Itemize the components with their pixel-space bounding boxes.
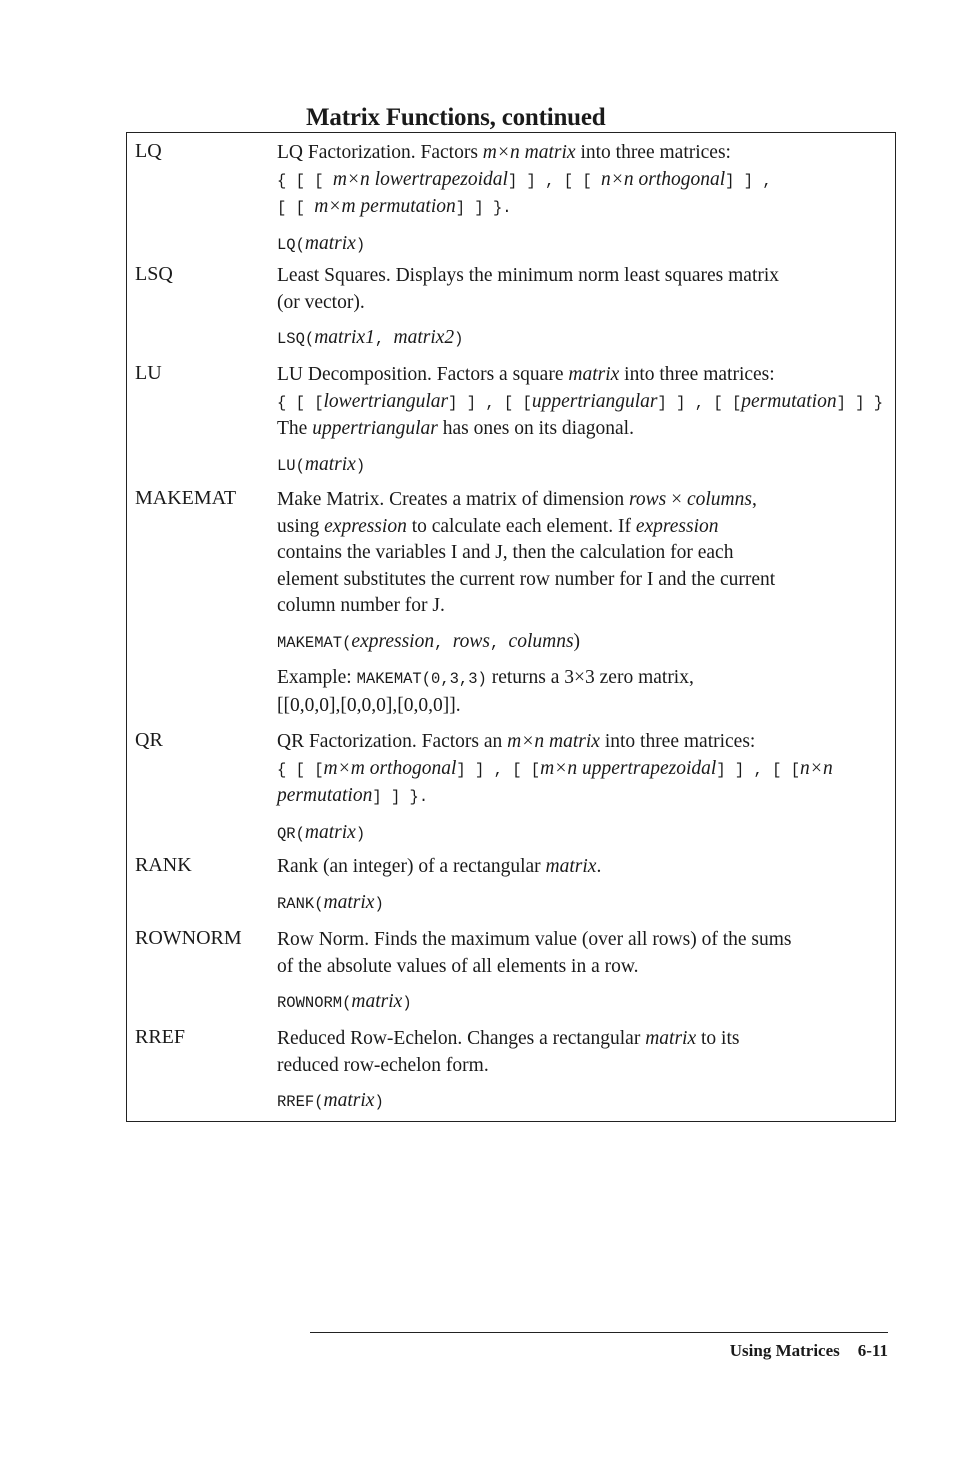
text: lowertriangular — [323, 390, 449, 412]
desc-rref — [277, 1026, 887, 1116]
syntax-lsq — [277, 325, 887, 353]
text: { [ [ — [277, 760, 324, 779]
text: ROWNORM( — [277, 994, 352, 1012]
text: ] ] }. — [455, 199, 512, 217]
term-qr: QR — [135, 729, 163, 751]
text: RREF( — [277, 1093, 324, 1111]
term-rank: RANK — [135, 854, 192, 876]
desc-line — [277, 167, 887, 195]
text: LU( — [277, 456, 305, 475]
text: LQ( — [277, 235, 305, 254]
syntax-qr — [277, 820, 887, 848]
desc-lsq — [277, 263, 887, 353]
text: n×n orthogonal — [600, 168, 726, 190]
text: matrix — [323, 1090, 375, 1111]
text: [ [ — [277, 199, 315, 217]
text: columns — [686, 489, 752, 510]
text: permutation — [741, 390, 837, 412]
text: ] ] , [ [ — [456, 760, 541, 779]
desc-line — [277, 854, 887, 881]
text: ) — [374, 894, 384, 913]
syntax-lu — [277, 452, 887, 480]
text: ) — [454, 330, 464, 348]
text: ] ] }. — [372, 788, 429, 806]
desc-lq — [277, 140, 887, 258]
text: matrix — [304, 232, 356, 254]
desc-line — [277, 514, 887, 541]
syntax-makemat — [277, 629, 887, 657]
text: LSQ( — [277, 330, 315, 348]
text: rows — [452, 630, 490, 652]
text: uppertriangular — [312, 418, 438, 439]
text: QR Factorization. Factors an — [277, 731, 508, 752]
desc-line: Row Norm. Finds the maximum value (over all rows) of the sums — [277, 929, 792, 950]
text: ] ] , [ [ — [448, 393, 532, 412]
text: . — [596, 856, 602, 877]
text: matrix — [645, 1028, 697, 1049]
text: Reduced Row-Echelon. Changes a rectangular — [277, 1028, 646, 1049]
text: { [ [ — [277, 171, 333, 190]
text: expression — [324, 515, 407, 537]
term-rref: RREF — [135, 1026, 186, 1048]
text: n×n — [800, 757, 833, 779]
footer-page-number: 6-11 — [857, 1341, 888, 1360]
text: , — [489, 633, 509, 652]
text: ] ] , [ [ — [507, 171, 601, 190]
desc-rank — [277, 854, 887, 917]
syntax-rank — [277, 890, 887, 918]
text: ] ] , — [725, 171, 772, 190]
text: m×n matrix — [482, 142, 576, 163]
text: returns a 3×3 zero matrix, — [486, 667, 694, 688]
text: matrix2 — [393, 327, 455, 348]
text: , — [434, 633, 453, 652]
desc-qr — [277, 729, 887, 847]
text: matrix — [568, 364, 620, 385]
text: ) — [355, 824, 366, 843]
desc-line: reduced row-echelon form. — [277, 1054, 489, 1076]
desc-line — [277, 783, 887, 811]
syntax-rref — [277, 1088, 887, 1116]
desc-line — [277, 1026, 887, 1053]
text: uppertriangular — [531, 390, 658, 412]
footer-rule — [310, 1332, 888, 1333]
text: to its — [696, 1028, 740, 1049]
term-lq: LQ — [135, 140, 162, 162]
desc-line — [277, 140, 887, 167]
text: permutation — [277, 785, 373, 806]
text: LQ Factorization. Factors — [277, 142, 483, 163]
desc-line — [277, 756, 887, 784]
syntax-rownorm — [277, 989, 887, 1017]
text: has ones on its diagonal. — [437, 418, 634, 439]
text: matrix — [323, 891, 375, 913]
example-makemat — [277, 665, 887, 693]
text: expression — [635, 515, 719, 537]
text: ] ] , [ [ — [716, 760, 801, 779]
desc-line: (or vector). — [277, 291, 365, 313]
text: matrix — [545, 856, 597, 877]
term-lsq: LSQ — [135, 263, 173, 285]
text: matrix1 — [314, 327, 375, 348]
desc-lu — [277, 362, 887, 479]
term-lu: LU — [135, 362, 162, 384]
desc-line — [277, 729, 887, 756]
text: into three matrices: — [619, 364, 775, 385]
text: m×n uppertrapezoidal — [540, 757, 717, 779]
text: to calculate each element. If — [406, 515, 636, 537]
text: expression — [351, 630, 435, 652]
term-rownorm: ROWNORM — [135, 927, 242, 949]
text: { [ [ — [277, 393, 324, 412]
text: m×n matrix — [507, 731, 600, 752]
functions-table — [126, 132, 896, 1122]
text: m×m permutation — [314, 196, 456, 217]
text: ) — [573, 630, 581, 652]
desc-line: contains the variables I and J, then the calculation for each — [277, 542, 734, 563]
text: , — [751, 489, 757, 510]
page-title: Matrix Functions, continued — [306, 104, 606, 131]
text: using — [277, 515, 325, 537]
text: MAKEMAT(0,3,3) — [356, 670, 487, 688]
text: m×n lowertrapezoidal — [332, 168, 508, 190]
text: ] ] } — [836, 393, 884, 412]
text: , — [374, 330, 394, 348]
text: MAKEMAT( — [277, 633, 352, 652]
text: matrix — [304, 453, 356, 475]
text: Rank (an integer) of a rectangular — [277, 856, 546, 877]
term-makemat: MAKEMAT — [135, 487, 237, 509]
desc-line — [277, 362, 887, 389]
text: matrix — [304, 821, 356, 843]
example-result: [[0,0,0],[0,0,0],[0,0,0]]. — [277, 694, 461, 716]
text: RANK( — [277, 894, 324, 913]
text: ] ] , [ [ — [657, 393, 742, 412]
syntax-lq — [277, 231, 887, 259]
desc-rownorm — [277, 927, 887, 1017]
desc-line — [277, 416, 887, 443]
footer-section: Using Matrices — [729, 1341, 840, 1360]
text: columns — [508, 630, 574, 652]
text: The — [277, 418, 313, 439]
text: into three matrices: — [575, 142, 731, 163]
desc-line — [277, 389, 887, 417]
text: rows — [629, 489, 667, 510]
desc-line: Least Squares. Displays the minimum norm least squares matrix — [277, 265, 780, 286]
text: LU Decomposition. Factors a square — [277, 364, 569, 385]
text: into three matrices: — [599, 731, 756, 752]
desc-line: of the absolute values of all elements in a row. — [277, 955, 639, 977]
text: ) — [402, 994, 412, 1012]
desc-makemat — [277, 487, 887, 719]
desc-line — [277, 194, 887, 222]
text: Make Matrix. Creates a matrix of dimension — [277, 489, 629, 510]
text: ) — [355, 235, 366, 254]
text: × — [666, 489, 687, 510]
text: Example: — [277, 667, 357, 688]
text: m×m orthogonal — [323, 757, 457, 779]
page-footer — [730, 1341, 888, 1361]
desc-line: column number for J. — [277, 595, 445, 616]
text: ) — [374, 1093, 384, 1111]
desc-line: element substitutes the current row number for I and the current — [277, 568, 776, 590]
text: QR( — [277, 824, 305, 843]
text: matrix — [351, 991, 403, 1012]
text: ) — [355, 456, 366, 475]
desc-line — [277, 487, 887, 514]
